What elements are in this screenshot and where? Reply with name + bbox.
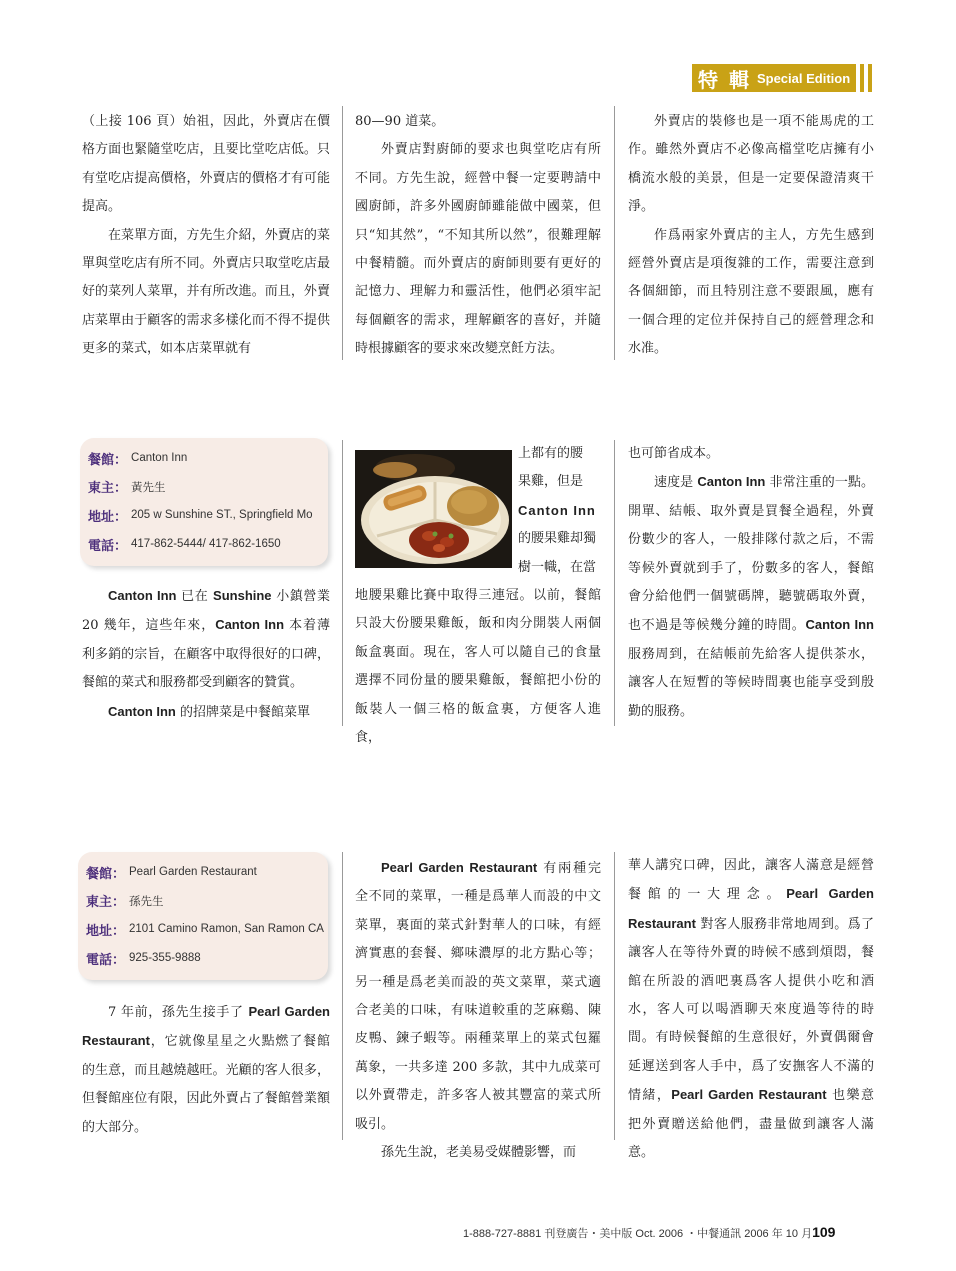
wrap-line: Canton Inn — [518, 502, 596, 518]
pearl-column-3 — [628, 852, 874, 1167]
wrap-line: 果雞，但是 — [518, 474, 584, 490]
s1-column-1 — [82, 108, 330, 364]
info-row-owner — [88, 473, 320, 502]
footer-text: 1-888-727-8881 刊登廣告・美中版 Oct. 2006 ・中餐通訊 2006 年 10 月 — [463, 1228, 813, 1240]
info-value: Canton Inn — [131, 452, 188, 465]
text-run: 已在 — [176, 589, 214, 604]
s1-column-3 — [628, 108, 874, 364]
text-run: 7 年前，孫先生接手了 — [108, 1005, 249, 1020]
canton-col3-para1: 也可節省成本。 — [628, 446, 720, 461]
info-row-restaurant — [88, 444, 320, 473]
column-divider — [614, 440, 615, 726]
restaurant-name: Pearl Garden Restaurant — [82, 1004, 330, 1049]
info-value: 2101 Camino Ramon, San Ramon CA — [129, 923, 324, 936]
info-value: 417-862-5444/ 417-862-1650 — [131, 538, 281, 551]
info-row-phone — [86, 944, 320, 973]
canton-col3-para2 — [628, 468, 874, 726]
info-row-address — [86, 915, 324, 944]
restaurant-name: Canton Inn — [805, 617, 874, 633]
s1-col1-para2: 在菜單方面，方先生介紹，外賣店的菜單與堂吃店有所不同。外賣店只取堂吃店最好的菜列人菜單，并有所改進。而且，外賣店菜單由于顧客的需求多樣化而不得不提供更多的菜式，如本店菜單就有 — [82, 227, 330, 357]
special-edition-banner — [692, 64, 856, 92]
wrap-line: 上都有的腰 — [518, 446, 584, 461]
wrap-line: 樹一幟，在當 — [518, 559, 597, 575]
info-label: 餐館： — [88, 452, 128, 468]
canton-col1-para1 — [82, 582, 330, 698]
pearl-column-1 — [82, 998, 330, 1142]
canton-column-2 — [355, 582, 601, 752]
canton-column-1 — [82, 582, 330, 727]
text-run: 華人講究口碑，因此，讓客人滿意是經營餐館的一大理念。 — [628, 858, 874, 903]
canton-info-box — [80, 438, 328, 566]
section-header — [692, 64, 872, 92]
canton-column-3 — [628, 440, 874, 726]
info-label: 餐館： — [86, 866, 126, 882]
page-number: 109 — [812, 1224, 836, 1240]
info-label: 地址： — [88, 509, 128, 525]
canton-col2-para: 地腰果雞比賽中取得三連冠。以前，餐館只設大份腰果雞飯，飯和肉分開裝人兩個飯盒裏面。現在，客人可以隨自己的食量選擇不同份量的腰果雞飯，餐館把小份的飯裝人一個三格的飯盒裏，方便客人進食， — [355, 588, 601, 746]
pearl-col3-para — [628, 852, 874, 1167]
restaurant-name: Canton Inn — [697, 474, 766, 490]
town-name: Sunshine — [213, 588, 272, 603]
column-divider — [342, 440, 343, 726]
column-divider — [342, 106, 343, 360]
info-row-restaurant — [86, 858, 320, 887]
s1-column-2 — [355, 108, 601, 364]
info-label: 電話： — [88, 538, 128, 554]
info-row-address — [88, 501, 320, 530]
info-value: 925-355-9888 — [129, 952, 201, 965]
s1-col1-para1: （上接 106 頁）始祖，因此，外賣店在價格方面也緊隨堂吃店，且要比堂吃店低。只有堂吃店提高價格，外賣店的價格才有可能提高。 — [82, 114, 330, 215]
page-footer — [463, 1224, 835, 1241]
pearl-column-2 — [355, 854, 601, 1167]
pearl-info-box — [78, 852, 328, 980]
info-row-owner — [86, 887, 320, 916]
restaurant-name: Canton Inn — [108, 703, 176, 719]
info-label: 電話： — [86, 952, 126, 968]
s1-col2-para2: 外賣店對廚師的要求也與堂吃店有所不同。方先生說，經營中餐一定要聘請中國廚師，許多外國廚師雖能做中國菜，但只“知其然”，“不知其所以然”，很難理解中餐精髓。而外賣店的廚師則要有更好的記憶力、理解力和靈活性，他們必須牢記每個顧客的需求，理解顧客的喜好，并隨時根據顧客的要求來改變烹飪方法。 — [355, 142, 601, 357]
pearl-col2-para2: 孫先生說，老美易受媒體影響，而 — [381, 1145, 577, 1161]
s1-col3-para2: 作爲兩家外賣店的主人，方先生感到經營外賣店是項復雜的工作，需要注意到各個細節，而且特別注意不要跟風，應有一個合理的定位并保持自己的經營理念和水准。 — [628, 227, 874, 357]
wrap-line: 的腰果雞却獨 — [518, 531, 597, 547]
column-divider — [342, 852, 343, 1140]
info-label: 地址： — [86, 923, 126, 939]
info-value: 黃先生 — [131, 481, 166, 494]
cashew-chicken-photo — [355, 450, 512, 568]
restaurant-name: Pearl Garden Restaurant — [381, 860, 538, 875]
restaurant-name: Canton Inn — [215, 617, 285, 633]
text-run: 也樂意把外賣贈送給他們，盡量做到讓客人滿意。 — [628, 1088, 874, 1161]
info-label: 東主： — [86, 895, 126, 911]
text-run: 速度是 — [654, 475, 698, 491]
food-plate-illustration — [355, 450, 512, 568]
column-divider — [614, 106, 615, 360]
text-run: 本着薄利多銷的宗旨，在顧客中取得很好的口碑，餐館的菜式和服務都受到顧客的贊賞。 — [82, 618, 330, 691]
restaurant-name: Pearl Garden Restaurant — [628, 886, 874, 931]
restaurant-name: Canton Inn — [108, 588, 177, 603]
text-run: 有兩種完全不同的菜單，一種是爲華人而設的中文菜單，裏面的菜式針對華人的口味，有經濟實惠的套餐、鄉味濃厚的北方點心等；另一種是爲老美而設的英文菜單，菜式適合老美的口味，有味道較重的芝麻鷄、陳皮鴨、鍊子蝦等。兩種菜單上的菜式包羅萬象，一共多達 200 多款，其中九成菜可以外賣帶走，許多客人被其豐富的菜式所吸引。 — [355, 861, 601, 1132]
canton-column-2-wrap — [518, 440, 601, 582]
text-run: 小鎮營業 20 幾年，這些年來， — [82, 589, 330, 634]
info-value: 孫先生 — [129, 895, 164, 908]
s1-col3-para1: 外賣店的裝修也是一項不能馬虎的工作。雖然外賣店不必像高檔堂吃店擁有小橋流水般的美景，但是一定要保證清爽干淨。 — [628, 114, 874, 215]
info-value: 205 w Sunshine ST., Springfield Mo — [131, 509, 313, 522]
header-bar-2 — [868, 64, 872, 92]
pearl-col1-para — [82, 998, 330, 1142]
header-title-en: Special Edition — [756, 70, 851, 86]
info-row-phone — [88, 530, 320, 559]
canton-col1-para2 — [82, 698, 330, 727]
restaurant-name: Pearl Garden Restaurant — [671, 1087, 827, 1103]
header-bar-1 — [860, 64, 864, 92]
column-divider — [614, 852, 615, 1140]
text-run: 的招牌菜是中餐館菜單 — [175, 704, 311, 720]
info-label: 東主： — [88, 481, 128, 497]
text-run: 非常注重的一點。開單、結帳、取外賣是買餐全過程，外賣份數少的客人，一般排隊付款之后，不需等候外賣就到手了，份數多的客人，餐館會分給他們一個號碼牌，聽號碼取外賣，也不過是等候幾分鐘的時間。 — [628, 475, 874, 634]
text-run: 服務周到，在結帳前先給客人提供茶水，讓客人在短暫的等候時間裏也能享受到殷勤的服務。 — [628, 646, 874, 719]
s1-col2-para1: 80—90 道菜。 — [355, 114, 445, 129]
pearl-col2-para1 — [355, 854, 601, 1139]
header-title-zh: 特 輯 — [698, 67, 751, 92]
text-run: ，它就像星星之火點燃了餐館的生意，而且越燒越旺。光顧的客人很多，但餐館座位有限，因此外賣占了餐館營業額的大部分。 — [82, 1034, 330, 1135]
info-value: Pearl Garden Restaurant — [129, 866, 257, 879]
text-run: 對客人服務非常地周到。爲了讓客人在等待外賣的時候不感到煩悶，餐館在所設的酒吧裏爲客人提供小吃和酒水，客人可以喝酒聊天來度過等待的時間。有時候餐館的生意很好，外賣偶爾會延遲送到客人手中，爲了安撫客人不滿的情緒， — [628, 916, 874, 1104]
